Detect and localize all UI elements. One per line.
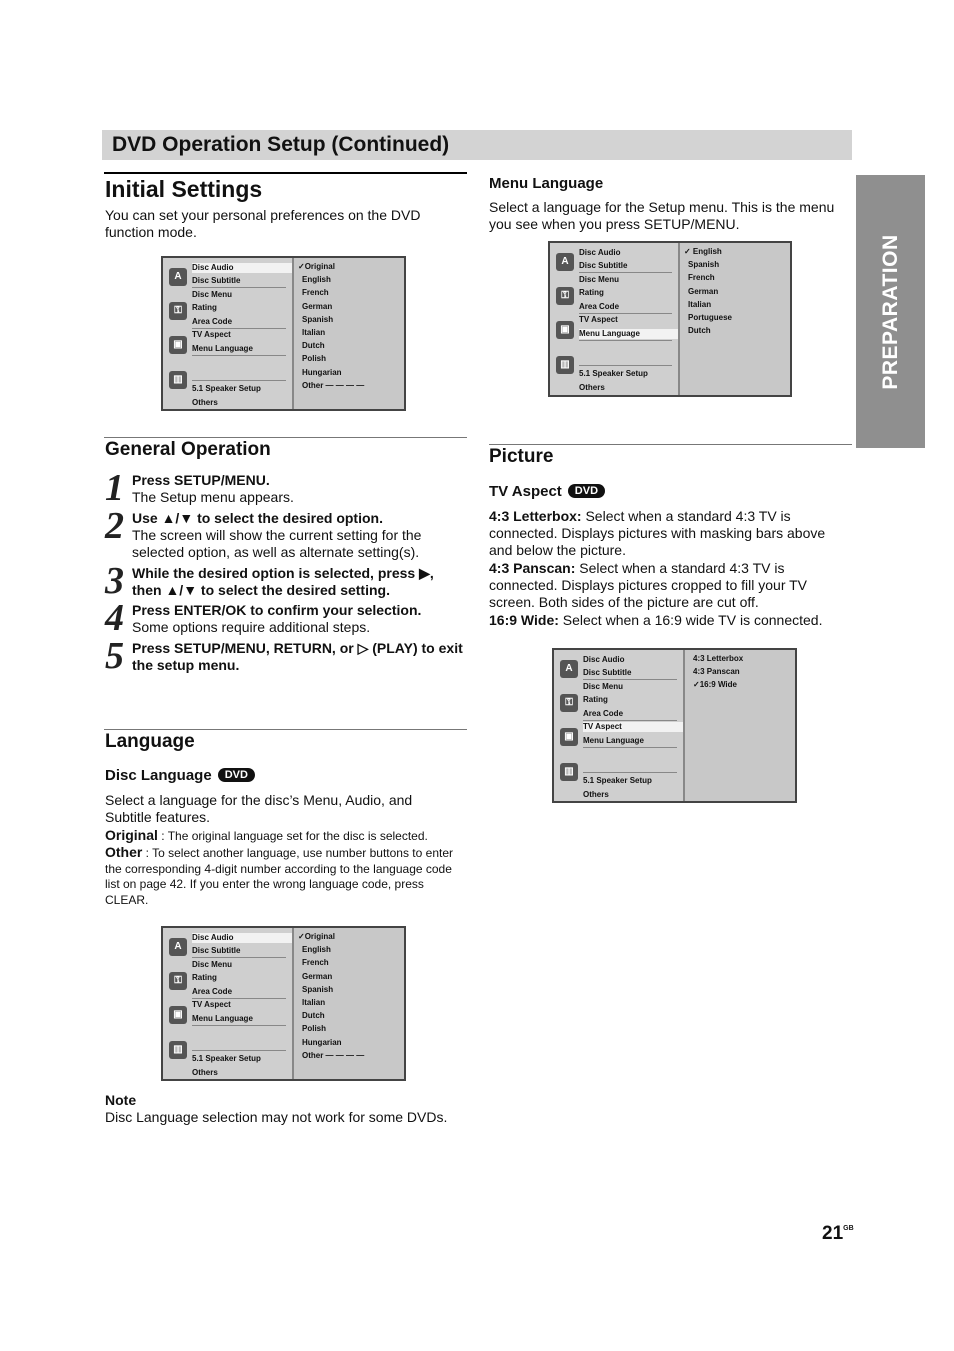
lock-icon: ⚿ xyxy=(556,287,574,305)
osd-separator xyxy=(192,998,286,999)
aspect-text: Select when a 16:9 wide TV is connected. xyxy=(558,612,823,628)
setup-menu-screen-2 xyxy=(161,926,406,1081)
other-desc xyxy=(105,845,455,908)
step-instruction: Use ▲/▼ to select the desired option. xyxy=(132,510,383,526)
osd-option: Portuguese xyxy=(688,313,733,322)
step-number: 3 xyxy=(105,560,124,602)
tv-icon: ▣ xyxy=(169,1006,187,1024)
osd-menu-item: Menu Language xyxy=(583,736,644,745)
setup-menu-screen-3 xyxy=(548,241,792,397)
aspect-panscan-desc xyxy=(489,560,851,611)
page-number xyxy=(822,1223,854,1245)
step-number: 5 xyxy=(105,635,124,677)
original-desc xyxy=(105,828,455,845)
disc-icon: A xyxy=(556,253,574,271)
osd-menu-item: Disc Audio xyxy=(192,933,292,943)
osd-separator xyxy=(192,355,286,356)
osd-menu-item: Disc Audio xyxy=(579,248,621,257)
tv-icon: ▣ xyxy=(560,728,578,746)
osd-menu-item: 5.1 Speaker Setup xyxy=(583,776,652,785)
step-detail: Some options require additional steps. xyxy=(132,619,371,635)
osd-menu-item: TV Aspect xyxy=(192,330,231,339)
osd-menu-item: Others xyxy=(579,383,605,392)
section-banner xyxy=(102,130,852,160)
osd-separator xyxy=(583,679,677,680)
osd-separator xyxy=(579,340,672,341)
osd-menu-item: Area Code xyxy=(192,987,233,996)
osd-menu-item: Disc Subtitle xyxy=(192,276,241,285)
osd-separator xyxy=(192,328,286,329)
disc-language-text: Select a language for the disc’s Menu, Audio, and Subtitle features. xyxy=(105,792,413,825)
menu-language-text: Select a language for the Setup menu. This is the menu you see when you press SETUP/MENU. xyxy=(489,199,835,232)
tv-icon: ▣ xyxy=(556,321,574,339)
osd-option: English xyxy=(302,275,331,285)
dvd-badge: DVD xyxy=(568,484,605,498)
speaker-icon: ▥ xyxy=(169,1041,187,1059)
osd-separator xyxy=(192,957,286,958)
osd-option: Polish xyxy=(302,1024,327,1034)
step-detail: The screen will show the current setting for the selected option, as well as alternate setting(s). xyxy=(132,527,422,560)
lock-icon: ⚿ xyxy=(169,302,187,320)
aspect-wide-desc xyxy=(489,612,851,629)
side-tab xyxy=(856,175,925,448)
aspect-text: Select when a standard 4:3 TV is connected. Displays pictures cropped to fill your TV screen. Both sides of the picture are cut off. xyxy=(489,560,808,610)
osd-menu-item: Disc Menu xyxy=(579,275,620,284)
osd-separator xyxy=(192,1050,286,1051)
osd-separator xyxy=(192,287,286,288)
dvd-badge: DVD xyxy=(218,768,255,782)
osd-option: Italian xyxy=(688,299,712,309)
osd-option: French xyxy=(302,288,329,298)
osd-menu-item: Area Code xyxy=(583,709,624,718)
osd-menu-item: Disc Subtitle xyxy=(583,668,632,677)
original-text: : The original language set for the disc is selected. xyxy=(157,829,428,843)
osd-option: 4:3 Panscan xyxy=(693,667,740,677)
osd-option: French xyxy=(688,273,715,283)
osd-separator xyxy=(192,1025,286,1026)
aspect-term: 4:3 Panscan: xyxy=(489,560,576,576)
osd-option: German xyxy=(688,286,719,296)
step-4 xyxy=(105,597,465,639)
side-tab-label: PREPARATION xyxy=(878,233,902,390)
osd-menu-item: Menu Language xyxy=(579,329,678,339)
original-term: Original xyxy=(105,827,158,843)
osd-menu-item: Rating xyxy=(583,695,608,704)
general-rule xyxy=(104,437,467,438)
osd-separator xyxy=(583,747,677,748)
note-title: Note xyxy=(105,1092,137,1108)
osd-menu-item: Disc Menu xyxy=(192,290,233,299)
osd-menu-item: TV Aspect xyxy=(583,722,683,732)
aspect-letterbox-desc xyxy=(489,508,851,559)
osd-menu-item: Menu Language xyxy=(192,344,253,353)
osd-option: 4:3 Letterbox xyxy=(693,654,744,663)
osd-menu-item: 5.1 Speaker Setup xyxy=(579,369,648,378)
osd-menu-item: Area Code xyxy=(192,317,233,326)
other-term: Other xyxy=(105,844,143,860)
step-instruction: Press SETUP/MENU. xyxy=(132,472,270,488)
initial-settings-title: Initial Settings xyxy=(105,176,263,202)
lock-icon: ⚿ xyxy=(560,694,578,712)
osd-menu-item: Disc Subtitle xyxy=(192,946,241,955)
initial-intro: You can set your personal preferences on the DVD function mode. xyxy=(105,207,421,240)
osd-menu-item: Others xyxy=(192,1068,218,1077)
disc-icon: A xyxy=(560,660,578,678)
osd-menu-item: TV Aspect xyxy=(192,1000,231,1009)
disc-language-heading xyxy=(105,767,255,785)
setup-menu-screen-1 xyxy=(161,256,406,411)
osd-option: Spanish xyxy=(302,314,334,324)
step-1 xyxy=(105,467,465,509)
step-instruction: While the desired option is selected, press ▶, then ▲/▼ to select the desired setting. xyxy=(132,565,434,598)
osd-menu-item: Disc Audio xyxy=(192,263,292,273)
osd-option: French xyxy=(302,958,329,968)
osd-separator xyxy=(579,272,672,273)
osd-option: Other — — — — xyxy=(302,1050,365,1060)
lock-icon: ⚿ xyxy=(169,972,187,990)
step-detail: The Setup menu appears. xyxy=(132,489,294,505)
osd-menu-item: Others xyxy=(192,398,218,407)
osd-option: Spanish xyxy=(302,984,334,994)
osd-separator xyxy=(583,772,677,773)
step-number: 2 xyxy=(105,505,124,547)
speaker-icon: ▥ xyxy=(560,763,578,781)
osd-menu-item: Rating xyxy=(579,288,604,297)
osd-menu-item: Disc Menu xyxy=(192,960,233,969)
disc-icon: A xyxy=(169,938,187,956)
osd-separator xyxy=(579,365,672,366)
osd-option: Spanish xyxy=(688,260,720,270)
step-number: 4 xyxy=(105,597,124,639)
osd-option: Hungarian xyxy=(302,367,342,377)
osd-menu-item: Rating xyxy=(192,303,217,312)
osd-option: Dutch xyxy=(688,326,711,336)
osd-option: Dutch xyxy=(302,341,325,351)
menu-language-title: Menu Language xyxy=(489,175,604,192)
step-5 xyxy=(105,635,465,677)
tv-aspect-heading xyxy=(489,483,605,501)
page-number-value: 21 xyxy=(822,1223,844,1244)
tv-icon: ▣ xyxy=(169,336,187,354)
language-rule xyxy=(104,729,467,730)
picture-title: Picture xyxy=(489,446,554,467)
banner-title: DVD Operation Setup (Continued) xyxy=(112,133,450,156)
osd-option: Italian xyxy=(302,328,326,337)
disc-language-title: Disc Language xyxy=(105,767,212,784)
tv-aspect-descriptions xyxy=(489,508,851,629)
osd-option: ✓16:9 Wide xyxy=(693,680,737,690)
osd-option: ✓Original xyxy=(298,932,335,941)
osd-separator xyxy=(583,720,677,721)
initial-rule xyxy=(104,172,467,174)
speaker-icon: ▥ xyxy=(169,371,187,389)
step-instruction: Press ENTER/OK to confirm your selection. xyxy=(132,602,422,618)
osd-menu-item: TV Aspect xyxy=(579,315,618,324)
step-instruction: Press SETUP/MENU, RETURN, or ▷ (PLAY) to exit the setup menu. xyxy=(132,640,463,673)
osd-menu-item: 5.1 Speaker Setup xyxy=(192,1054,261,1063)
step-number: 1 xyxy=(105,467,124,509)
osd-option: German xyxy=(302,301,333,311)
aspect-term: 4:3 Letterbox: xyxy=(489,508,582,524)
picture-rule xyxy=(489,444,852,445)
step-3 xyxy=(105,560,465,602)
osd-option: Polish xyxy=(302,354,327,364)
osd-option: ✓Original xyxy=(298,262,335,271)
tv-aspect-title: TV Aspect xyxy=(489,483,562,500)
other-text: : To select another language, use number buttons to enter the corresponding 4-digit number according to the language code list on page 42. If you enter the wrong language code, press CLEAR. xyxy=(105,846,453,907)
step-2 xyxy=(105,505,465,562)
osd-menu-item: Disc Subtitle xyxy=(579,261,628,270)
aspect-text: Select when a standard 4:3 TV is connected. Displays pictures with masking bars above and below the picture. xyxy=(489,508,826,558)
language-title: Language xyxy=(105,731,195,752)
page-suffix: GB xyxy=(843,1225,854,1232)
osd-option: English xyxy=(302,945,331,955)
speaker-icon: ▥ xyxy=(556,356,574,374)
osd-menu-item: Disc Menu xyxy=(583,682,624,691)
note-text: Disc Language selection may not work for some DVDs. xyxy=(105,1109,448,1125)
osd-separator xyxy=(192,380,286,381)
osd-option: Other — — — — xyxy=(302,380,365,390)
osd-option: Hungarian xyxy=(302,1037,342,1047)
osd-menu-item: Menu Language xyxy=(192,1014,253,1023)
osd-menu-item: 5.1 Speaker Setup xyxy=(192,384,261,393)
aspect-term: 16:9 Wide: xyxy=(489,612,559,628)
osd-separator xyxy=(579,313,672,314)
general-operation-title: General Operation xyxy=(105,439,271,460)
osd-option: Italian xyxy=(302,998,326,1007)
osd-menu-item: Rating xyxy=(192,973,217,982)
osd-option: Dutch xyxy=(302,1011,325,1021)
setup-menu-screen-4 xyxy=(552,648,797,803)
osd-option: ✓ English xyxy=(684,247,722,256)
osd-menu-item: Others xyxy=(583,790,609,799)
osd-menu-item: Area Code xyxy=(579,302,620,311)
osd-option: German xyxy=(302,971,333,981)
osd-menu-item: Disc Audio xyxy=(583,655,625,664)
disc-icon: A xyxy=(169,268,187,286)
